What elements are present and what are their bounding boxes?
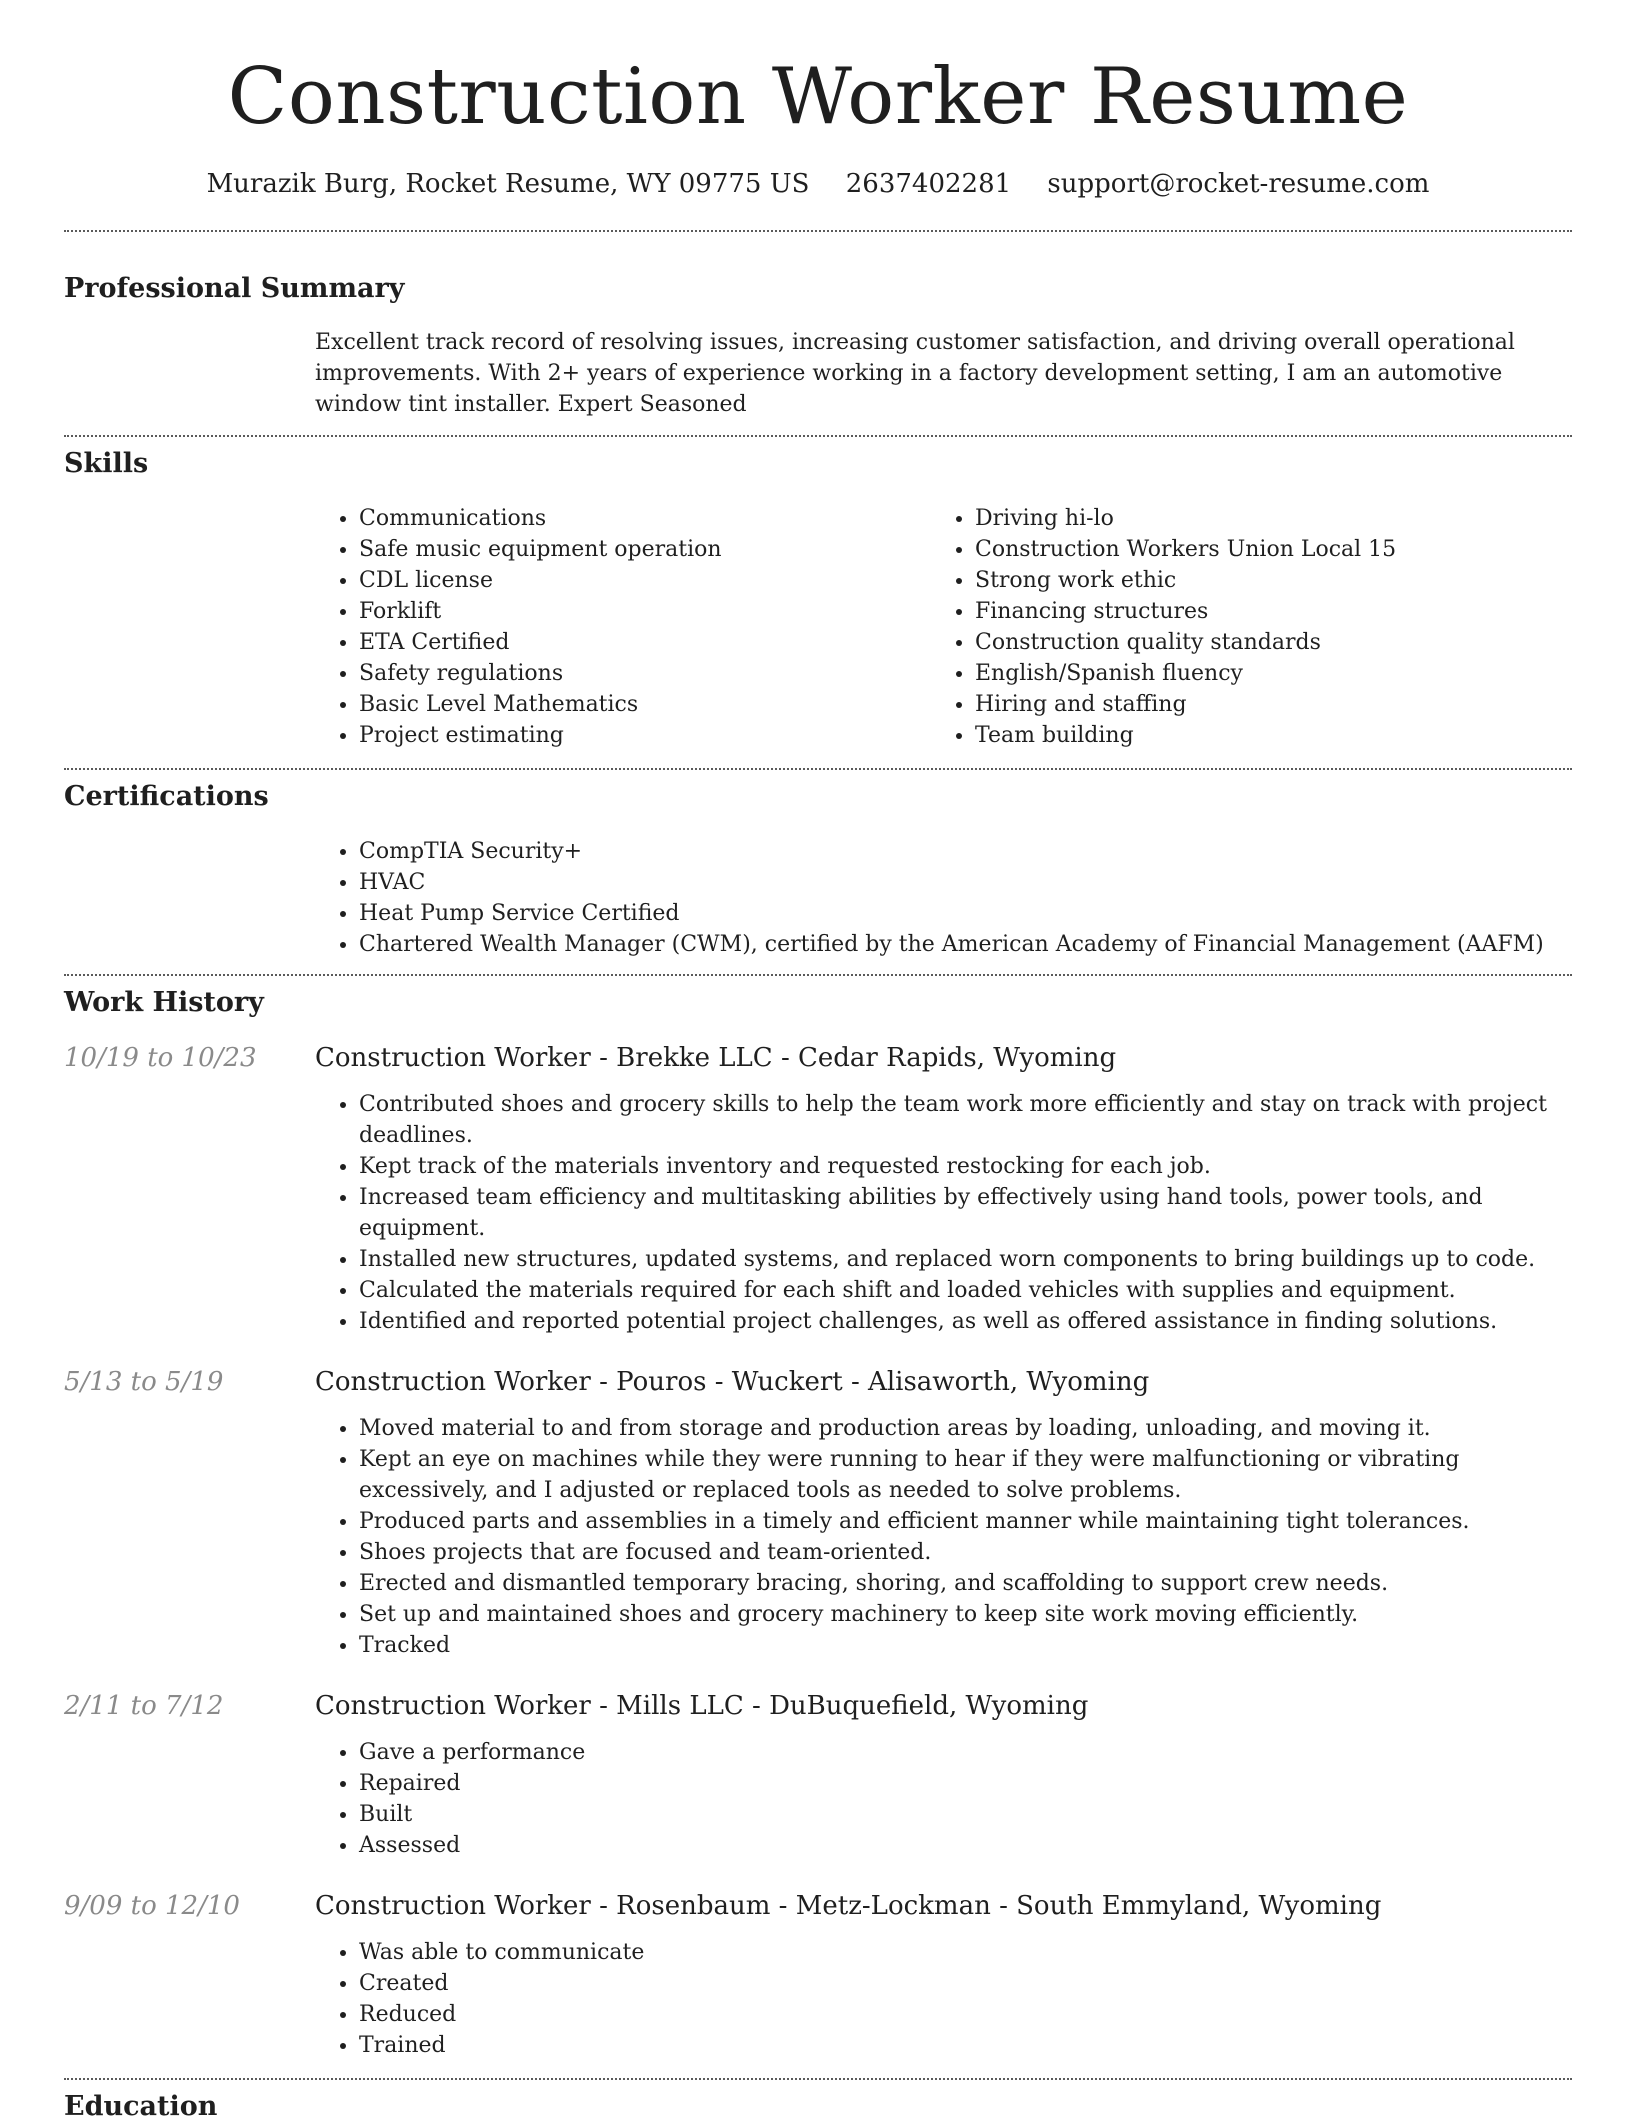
job-bullet: • Set up and maintained shoes and grocery machinery to keep site work moving efficiently. <box>359 1599 1572 1630</box>
section-title-summary: Professional Summary <box>64 273 405 304</box>
skill-item: • Team building <box>975 720 1547 751</box>
resume-title: Construction Worker Resume <box>227 52 1409 142</box>
resume-page <box>64 0 1572 2124</box>
section-divider <box>64 974 1572 976</box>
skill-item: • Hiring and staffing <box>975 689 1547 720</box>
contact-email[interactable]: support@rocket-resume.com <box>1047 169 1430 199</box>
job-bullet: • Was able to communicate <box>359 1937 1572 1968</box>
job-bullet: • Increased team efficiency and multitasking abilities by effectively using hand tools, power tools, and equipment. <box>359 1182 1572 1244</box>
job-dates: 2/11 to 7/12 <box>64 1691 224 1721</box>
job-bullet: • Shoes projects that are focused and team-oriented. <box>359 1537 1572 1568</box>
certification-item: • Heat Pump Service Certified <box>359 898 1572 929</box>
job-bullets <box>315 1937 1572 2061</box>
job-bullets <box>315 1413 1572 1661</box>
skill-item: • ETA Certified <box>359 627 931 658</box>
job-header <box>64 1889 1572 1923</box>
skill-item: • Safety regulations <box>359 658 931 689</box>
job-bullet: • Trained <box>359 2030 1572 2061</box>
job-bullet: • Moved material to and from storage and production areas by loading, unloading, and moving it. <box>359 1413 1572 1444</box>
skill-item: • Project estimating <box>359 720 931 751</box>
job-dates: 5/13 to 5/19 <box>64 1367 224 1397</box>
job-heading: Construction Worker - Pouros - Wuckert - Alisaworth, Wyoming <box>315 1367 1150 1397</box>
section-title-skills: Skills <box>64 448 149 479</box>
job-bullet: • Installed new structures, updated systems, and replaced worn components to bring buildings up to code. <box>359 1244 1572 1275</box>
certification-item: • CompTIA Security+ <box>359 836 1572 867</box>
section-divider <box>64 435 1572 437</box>
job-bullet: • Calculated the materials required for each shift and loaded vehicles with supplies and equipment. <box>359 1275 1572 1306</box>
skills-column-left <box>315 503 931 751</box>
job-bullet: • Repaired <box>359 1768 1572 1799</box>
section-title-education: Education <box>64 2091 218 2122</box>
section-title-certifications: Certifications <box>64 781 269 812</box>
job-bullets <box>315 1737 1572 1861</box>
skills-list <box>315 503 1572 751</box>
skill-item: • Forklift <box>359 596 931 627</box>
skill-item: • Construction Workers Union Local 15 <box>975 534 1547 565</box>
section-divider <box>64 230 1572 232</box>
job-entry <box>64 1889 1572 2061</box>
job-bullets <box>315 1089 1572 1337</box>
job-bullet: • Gave a performance <box>359 1737 1572 1768</box>
job-bullet: • Built <box>359 1799 1572 1830</box>
skill-item: • Strong work ethic <box>975 565 1547 596</box>
job-bullet: • Identified and reported potential project challenges, as well as offered assistance in finding solutions. <box>359 1306 1572 1337</box>
section-title-work-history: Work History <box>64 987 264 1018</box>
section-divider <box>64 768 1572 770</box>
job-bullet: • Kept track of the materials inventory and requested restocking for each job. <box>359 1151 1572 1182</box>
job-header <box>64 1689 1572 1723</box>
skill-item: • Construction quality standards <box>975 627 1547 658</box>
contact-line <box>64 166 1572 202</box>
summary-text: Excellent track record of resolving issues, increasing customer satisfaction, and driving overall operational improvements. With 2+ years of experience working in a factory development setting, I am an automotive window tint installer. Expert Seasoned <box>315 330 1515 417</box>
job-dates: 10/19 to 10/23 <box>64 1043 257 1073</box>
job-bullet: • Erected and dismantled temporary bracing, shoring, and scaffolding to support crew needs. <box>359 1568 1572 1599</box>
job-heading: Construction Worker - Mills LLC - DuBuquefield, Wyoming <box>315 1691 1089 1721</box>
work-history-list <box>64 1041 1572 2061</box>
skill-item: • Financing structures <box>975 596 1547 627</box>
job-entry <box>64 1041 1572 1337</box>
job-header <box>64 1041 1572 1075</box>
job-bullet: • Kept an eye on machines while they were running to hear if they were malfunctioning or vibrating excessively, and I adjusted or replaced tools as needed to solve problems. <box>359 1444 1572 1506</box>
certifications-list <box>315 836 1572 960</box>
job-bullet: • Contributed shoes and grocery skills to help the team work more efficiently and stay on track with project deadlines. <box>359 1089 1572 1151</box>
skills-column-right <box>931 503 1547 751</box>
skill-item: • English/Spanish fluency <box>975 658 1547 689</box>
job-bullet: • Created <box>359 1968 1572 1999</box>
skill-item: • Driving hi-lo <box>975 503 1547 534</box>
job-header <box>64 1365 1572 1399</box>
skill-item: • CDL license <box>359 565 931 596</box>
skill-item: • Communications <box>359 503 931 534</box>
contact-address: Murazik Burg, Rocket Resume, WY 09775 US <box>206 169 810 199</box>
job-bullet: • Tracked <box>359 1630 1572 1661</box>
job-heading: Construction Worker - Brekke LLC - Cedar Rapids, Wyoming <box>315 1043 1117 1073</box>
job-entry <box>64 1365 1572 1661</box>
job-bullet: • Assessed <box>359 1830 1572 1861</box>
certification-item: • HVAC <box>359 867 1572 898</box>
contact-phone[interactable]: 2637402281 <box>845 169 1012 199</box>
skill-item: • Safe music equipment operation <box>359 534 931 565</box>
job-bullet: • Reduced <box>359 1999 1572 2030</box>
section-divider <box>64 2078 1572 2080</box>
job-dates: 9/09 to 12/10 <box>64 1891 240 1921</box>
certification-item: • Chartered Wealth Manager (CWM), certified by the American Academy of Financial Management (AAFM) <box>359 929 1572 960</box>
job-heading: Construction Worker - Rosenbaum - Metz-Lockman - South Emmyland, Wyoming <box>315 1891 1382 1921</box>
job-bullet: • Produced parts and assemblies in a timely and efficient manner while maintaining tight tolerances. <box>359 1506 1572 1537</box>
skill-item: • Basic Level Mathematics <box>359 689 931 720</box>
job-entry <box>64 1689 1572 1861</box>
